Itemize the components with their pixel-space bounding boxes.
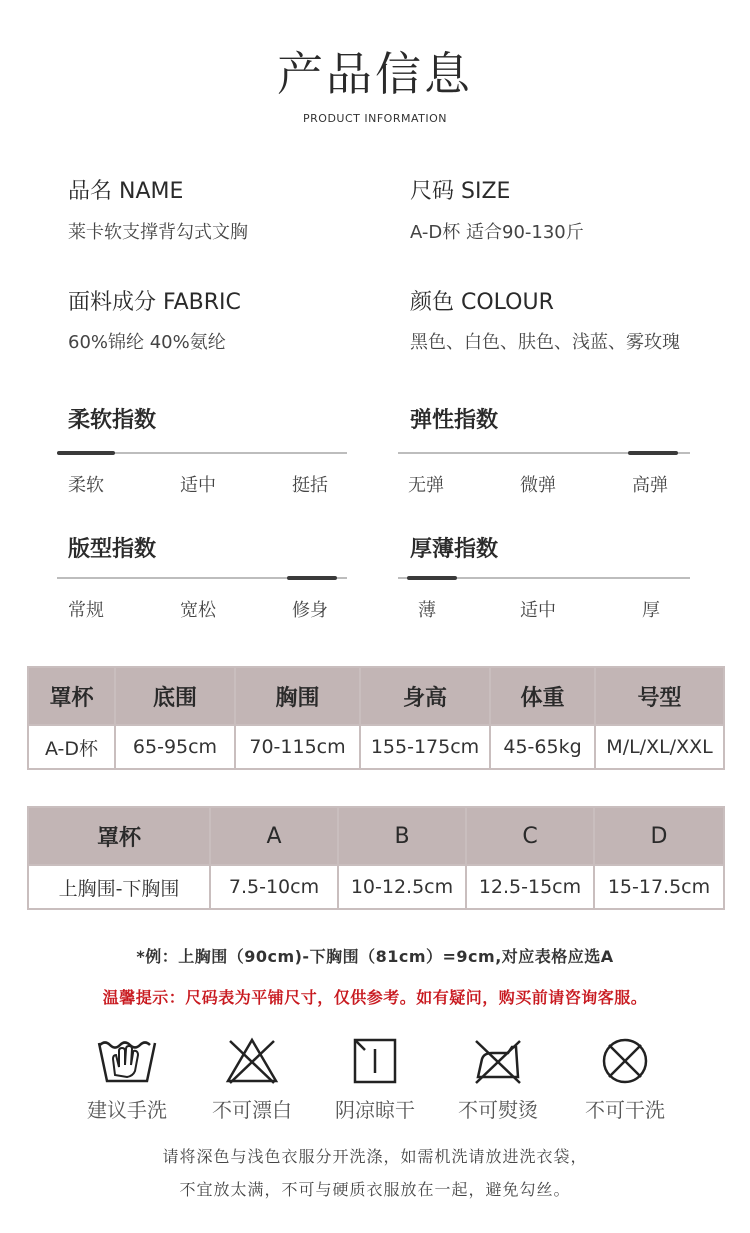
cup-table-header-row [28,807,724,865]
no-iron-icon [468,1035,528,1087]
elasticity-index-marker [628,451,678,455]
care-label-dry-in-shade: 阴凉晾干 [335,1098,415,1122]
cup-table-header-cell: D [594,807,724,865]
no-dry-clean-icon [595,1035,655,1087]
dry-in-shade-icon [345,1035,405,1087]
care-instruction-line-1: 请将深色与浅色衣服分开洗涤，如需机洗请放进洗衣袋， [162,1147,588,1166]
size-label: 尺码 SIZE [410,179,511,204]
elasticity-scale-low: 无弹 [408,475,444,496]
softness-scale-low: 柔软 [68,475,104,496]
softness-scale-mid: 适中 [180,475,216,496]
fit-scale-high: 修身 [292,600,328,621]
fabric-value: 60%锦纶 40%氨纶 [68,332,226,353]
care-label-no-iron: 不可熨烫 [458,1098,538,1122]
colour-value: 黑色、白色、肤色、浅蓝、雾玫瑰 [410,332,680,353]
fit-scale-mid: 宽松 [180,600,216,621]
size-table-header-cell: 罩杯 [28,667,115,725]
cup-table [27,806,725,910]
name-value: 莱卡软支撑背勾式文胸 [68,222,248,243]
thickness-index-title: 厚薄指数 [410,537,499,562]
size-table-cell: 65-95cm [115,725,235,769]
thickness-scale-low: 薄 [418,600,436,621]
cup-table-row [28,865,724,909]
page-title: 产品信息 [277,47,473,101]
care-label-no-dry-clean: 不可干洗 [585,1098,665,1122]
cup-table-header-cell: 罩杯 [28,807,210,865]
softness-index-title: 柔软指数 [68,408,157,433]
size-table-cell: 45-65kg [490,725,595,769]
softness-scale-high: 挺括 [292,475,328,496]
cup-table-cell: 15-17.5cm [594,865,724,909]
elasticity-index-title: 弹性指数 [410,408,499,433]
softness-index-marker [57,451,115,455]
size-table-cell: 155-175cm [360,725,490,769]
warning-note: 温馨提示：尺码表为平铺尺寸，仅供参考。如有疑问，购买前请咨询客服。 [102,988,648,1007]
cup-table-cell: 上胸围-下胸围 [28,865,210,909]
page-subtitle: PRODUCT INFORMATION [303,112,447,125]
cup-table-cell: 12.5-15cm [466,865,594,909]
no-bleach-icon [222,1035,282,1087]
cup-table-header-cell: B [338,807,466,865]
elasticity-scale-mid: 微弹 [520,475,556,496]
size-value: A-D杯 适合90-130斤 [410,222,584,243]
fit-scale-low: 常规 [68,600,104,621]
size-table-cell: A-D杯 [28,725,115,769]
fabric-label: 面料成分 FABRIC [68,290,241,315]
size-table-header-cell: 底围 [115,667,235,725]
size-table-header-row [28,667,724,725]
thickness-scale-high: 厚 [642,600,660,621]
thickness-scale-mid: 适中 [520,600,556,621]
size-table-header-cell: 胸围 [235,667,360,725]
hand-wash-icon [97,1035,157,1087]
fit-index-title: 版型指数 [68,537,157,562]
cup-table-header-cell: A [210,807,338,865]
size-table-header-cell: 体重 [490,667,595,725]
cup-table-cell: 10-12.5cm [338,865,466,909]
colour-label: 颜色 COLOUR [410,290,554,315]
size-table-header-cell: 号型 [595,667,724,725]
care-instruction-line-2: 不宜放太满，不可与硬质衣服放在一起，避免勾丝。 [179,1180,571,1199]
size-table-header-cell: 身高 [360,667,490,725]
thickness-index-marker [407,576,457,580]
example-note: *例：上胸围（90cm)-下胸围（81cm）=9cm,对应表格应选A [136,947,614,966]
size-table-cell: M/L/XL/XXL [595,725,724,769]
elasticity-scale-high: 高弹 [632,475,668,496]
size-table-cell: 70-115cm [235,725,360,769]
cup-table-header-cell: C [466,807,594,865]
name-label: 品名 NAME [68,179,184,204]
care-label-hand-wash: 建议手洗 [87,1098,167,1122]
care-label-no-bleach: 不可漂白 [212,1098,292,1122]
fit-index-marker [287,576,337,580]
cup-table-cell: 7.5-10cm [210,865,338,909]
size-table-row [28,725,724,769]
size-table [27,666,725,770]
